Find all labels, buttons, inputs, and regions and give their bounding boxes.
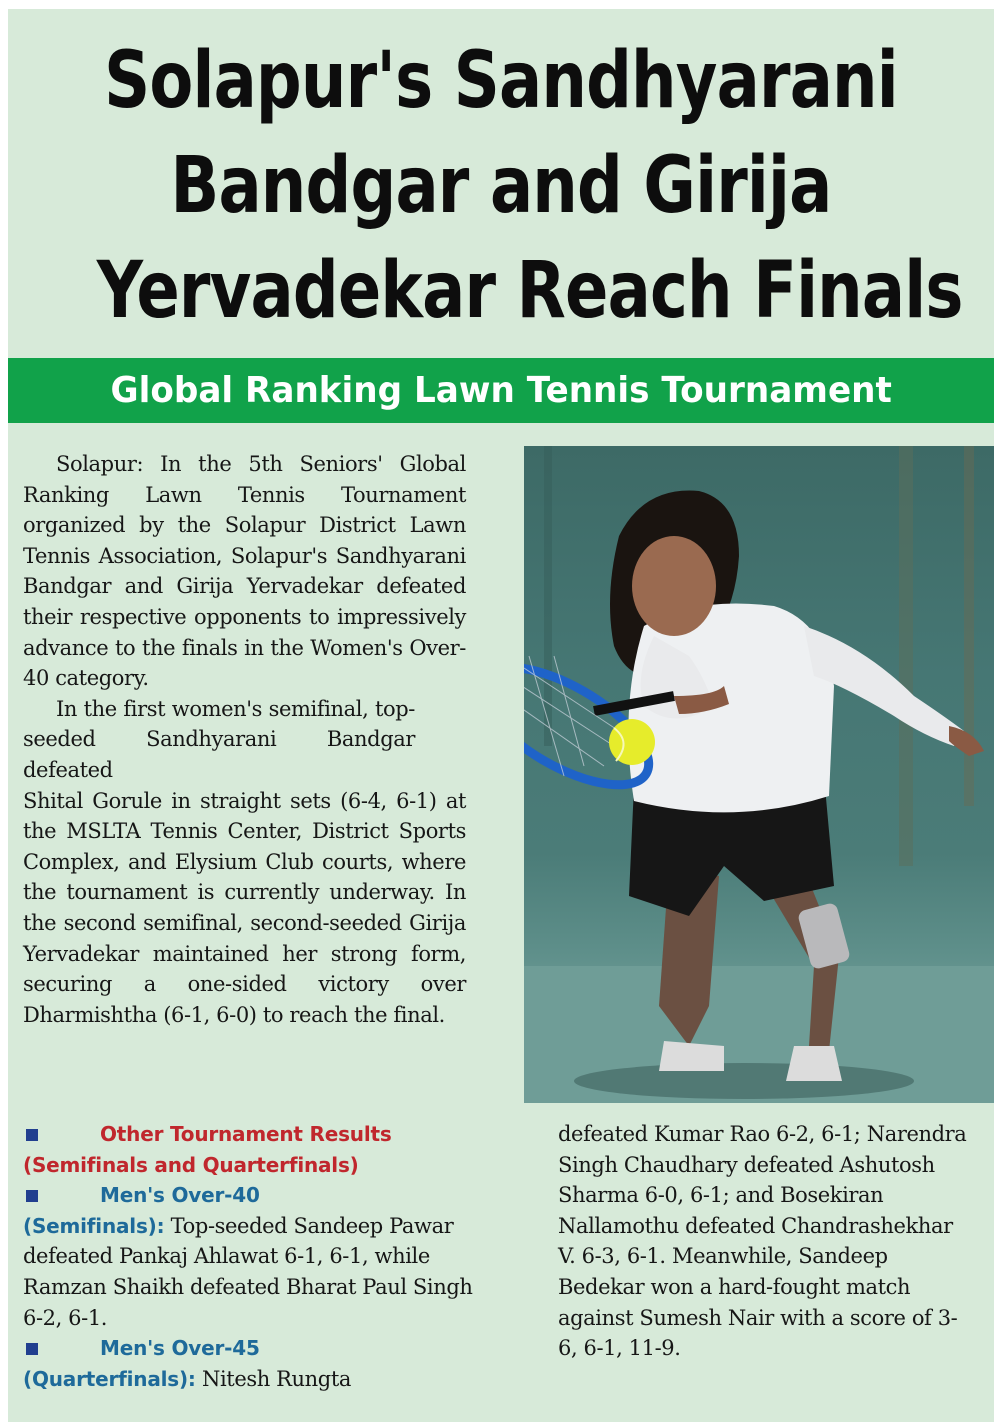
article-paragraph-2-rest: Shital Gorule in straight sets (6-4, 6-1) at the MSLTA Tennis Center, District Sports Complex, and Elysium Club courts, where the tournament is currently underway. In the second semifinal, second-seeded Girija Yervadekar maintained her strong form, securing a one-sided victory over Dharmishtha (6-1, 6-0) to reach the final. bbox=[23, 788, 466, 1027]
tennis-player-photo bbox=[524, 446, 994, 1103]
mens-over-40-text: Top-seeded Sandeep Pawar defeated Pankaj Ahlawat 6-1, 6-1, while Ramzan Shaikh defeated Bharat Paul Singh 6-2, 6-1. bbox=[23, 1213, 473, 1330]
subheadline-banner bbox=[8, 358, 994, 423]
headline-line-3: Yervadekar Reach Finals bbox=[96, 246, 963, 336]
mens-over-40-results: Men's Over-40 (Semifinals): Top-seeded Sandeep Pawar defeated Pankaj Ahlawat 6-1, 6-1, while Ramzan Shaikh defeated Bharat Paul Singh 6-2, 6-1. bbox=[23, 1183, 473, 1330]
results-continued-text: defeated Kumar Rao 6-2, 6-1; Narendra Singh Chaudhary defeated Ashutosh Sharma 6-0, 6-1; and Bosekiran Nallamothu defeated Chandrashekhar V. 6-3, 6-1. Meanwhile, Sandeep Bedekar won a hard-fought match against Sumesh Nair with a score of 3-6, 6-1, 11-9. bbox=[558, 1122, 967, 1361]
tennis-player-illustration bbox=[524, 446, 994, 1103]
headline-line-2: Bandgar and Girija bbox=[170, 141, 832, 231]
mens-over-45-text: Nitesh Rungta bbox=[195, 1366, 351, 1391]
square-bullet-icon bbox=[26, 1190, 38, 1202]
article-body bbox=[23, 449, 466, 1030]
headline-line-1: Solapur's Sandhyarani bbox=[104, 36, 898, 126]
mens-over-45-results: Men's Over-45 (Quarterfinals): Nitesh Rungta bbox=[23, 1336, 351, 1391]
mens-over-40-subhead: (Semifinals): bbox=[23, 1213, 165, 1238]
results-right-column bbox=[558, 1119, 968, 1364]
results-left-column bbox=[23, 1119, 473, 1394]
results-heading: Other Tournament Results (Semifinals and Quarterfinals) bbox=[23, 1122, 392, 1177]
newspaper-clipping bbox=[8, 9, 994, 1422]
article-paragraph-2-start: In the first women's semifinal, top-seeded Sandhyarani Bandgar defeated bbox=[23, 696, 415, 782]
square-bullet-icon bbox=[26, 1129, 38, 1141]
mens-over-45-subhead: (Quarterfinals): bbox=[23, 1366, 196, 1391]
results-heading-line-2: (Semifinals and Quarterfinals) bbox=[23, 1152, 359, 1177]
headline bbox=[96, 29, 963, 344]
square-bullet-icon bbox=[26, 1343, 38, 1355]
article-paragraph-1: Solapur: In the 5th Seniors' Global Ranking Lawn Tennis Tournament organized by the Solapur District Lawn Tennis Association, Solapur's Sandhyarani Bandgar and Girija Yervadekar defeated their respective opponents to impressively advance to the finals in the Women's Over-40 category. bbox=[23, 452, 466, 691]
subheadline-text: Global Ranking Lawn Tennis Tournament bbox=[110, 370, 892, 411]
